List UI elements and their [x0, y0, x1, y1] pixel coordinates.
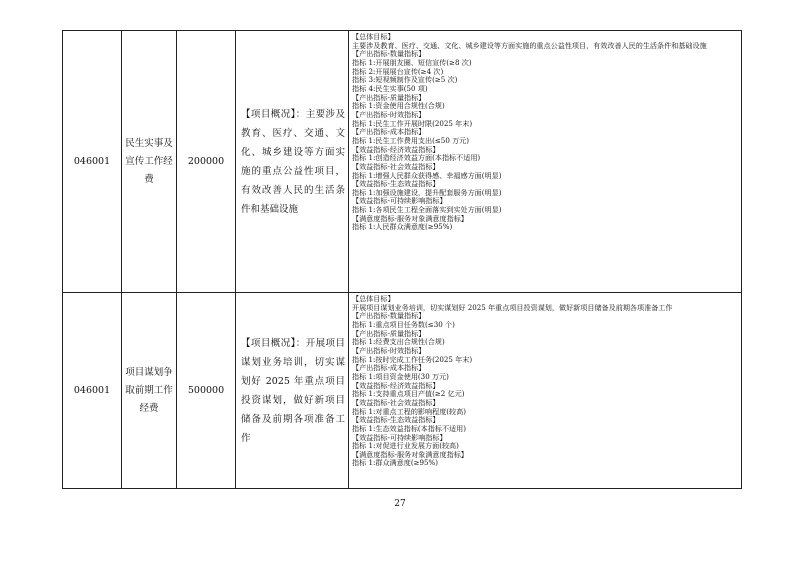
indicator-line: 指标 1:重点项目任务数(≤30 个) [352, 320, 455, 329]
table-row [63, 31, 742, 293]
indicator-line: 指标 1:经费支出合规性(合规) [352, 338, 445, 347]
indicator-line: 主要涉及教育、医疗、交通、文化、城乡建设等方面实施的重点公益性项目，有效改善人民的生活条件和基础设施 [352, 41, 707, 50]
indicator-line: 【效益指标-可持续影响指标】 [352, 433, 447, 442]
indicator-line: 开展项目谋划业务培训，切实谋划好 2025 年重点项目投资谋划，做好新项目储备及前期各项准备工作 [352, 303, 673, 312]
amount-cell: 500000 [177, 293, 236, 489]
indicator-line: 【效益指标-生态效益指标】 [352, 416, 440, 425]
project-overview-cell: 【项目概况】：开展项目谋划业务培训，切实谋划好 2025 年重点项目投资谋划，做好新项目储备及前期各项准备工作 [236, 293, 349, 489]
indicator-line: 指标 1:项目资金使用(30 万元) [352, 372, 449, 381]
indicator-line: 【产出指标-质量指标】 [352, 329, 426, 338]
indicator-line: 指标 1:人民群众满意度(≥95%) [352, 223, 453, 232]
indicator-line: 【效益指标-可持续影响指标】 [352, 197, 447, 206]
indicator-line: 指标 1:增强人民群众获得感、幸福感方面(明显) [352, 171, 502, 180]
indicator-line: 指标 1:加强设施建设，提升配套服务方面(明显) [352, 188, 502, 197]
indicator-line: 【产出指标-成本指标】 [352, 364, 426, 373]
budget-project-table [62, 30, 742, 489]
project-name-cell: 民生实事及宣传工作经费 [122, 31, 177, 293]
indicator-line: 【满意度指标-服务对象满意度指标】 [352, 214, 468, 223]
indicator-line: 【效益指标-经济效益指标】 [352, 381, 440, 390]
dept-code-cell: 046001 [63, 293, 122, 489]
indicator-line: 【效益指标-生态效益指标】 [352, 180, 440, 189]
indicator-line: 【产出指标-质量指标】 [352, 93, 426, 102]
dept-code-cell: 046001 [63, 31, 122, 293]
indicator-line: 指标 1:支持重点项目产值(≥2 亿元) [352, 390, 465, 399]
indicator-line: 指标 1:生态效益指标(本指标不适用) [352, 424, 467, 433]
indicator-line: 指标 1:对重点工程的影响程度(较高) [352, 407, 467, 416]
indicator-line: 【效益指标-社会效益指标】 [352, 398, 440, 407]
indicator-line: 指标 1:资金使用合规性(合规) [352, 102, 445, 111]
page-number: 27 [394, 499, 406, 509]
indicator-line: 指标 3:短视频制作及宣传(≥5 次) [352, 76, 458, 85]
indicator-line: 指标 1:按时完成工作任务(2025 年末) [352, 355, 473, 364]
performance-indicators-cell [349, 31, 742, 293]
indicator-line: 【产出指标-数量指标】 [352, 312, 426, 321]
indicator-line: 【总体目标】 [352, 295, 395, 303]
indicator-line: 【效益指标-社会效益指标】 [352, 162, 440, 171]
indicator-line: 指标 1:对促进行业发展方面(较高) [352, 442, 459, 451]
performance-indicators-cell [349, 293, 742, 489]
indicator-line: 指标 1:创造经济效益方面(本指标不适用) [352, 154, 481, 163]
indicator-line: 指标 1:各项民生工程全面落实到实处方面(明显) [352, 206, 502, 215]
indicator-line: 【产出指标-数量指标】 [352, 50, 426, 59]
amount-cell: 200000 [177, 31, 236, 293]
project-overview-cell: 【项目概况】：主要涉及教育、医疗、交通、文化、城乡建设等方面实施的重点公益性项目，有效改善人民的生活条件和基础设施 [236, 31, 349, 293]
table-row [63, 293, 742, 489]
indicator-line: 指标 2:开展展台宣传(≥4 次) [352, 67, 444, 76]
indicator-line: 【产出指标-时效指标】 [352, 110, 426, 119]
indicator-line: 【效益指标-经济效益指标】 [352, 145, 440, 154]
project-name-cell: 项目谋划争取前期工作经费 [122, 293, 177, 489]
indicator-line: 【产出指标-时效指标】 [352, 346, 426, 355]
indicator-line: 【满意度指标-服务对象满意度指标】 [352, 450, 468, 459]
indicator-line: 指标 4:民生实事(50 项) [352, 84, 428, 93]
indicator-line: 指标 1:开展朋友圈、短信宣传(≥8 次) [352, 58, 472, 67]
indicator-line: 【产出指标-成本指标】 [352, 128, 426, 137]
indicator-line: 指标 1:民生工作开展时限(2025 年末) [352, 119, 473, 128]
indicator-line: 指标 1:民生工作费用支出(≤50 万元) [352, 136, 470, 145]
indicator-line: 【总体目标】 [352, 33, 395, 41]
indicator-line: 指标 1:群众满意度(≥95%) [352, 459, 439, 468]
